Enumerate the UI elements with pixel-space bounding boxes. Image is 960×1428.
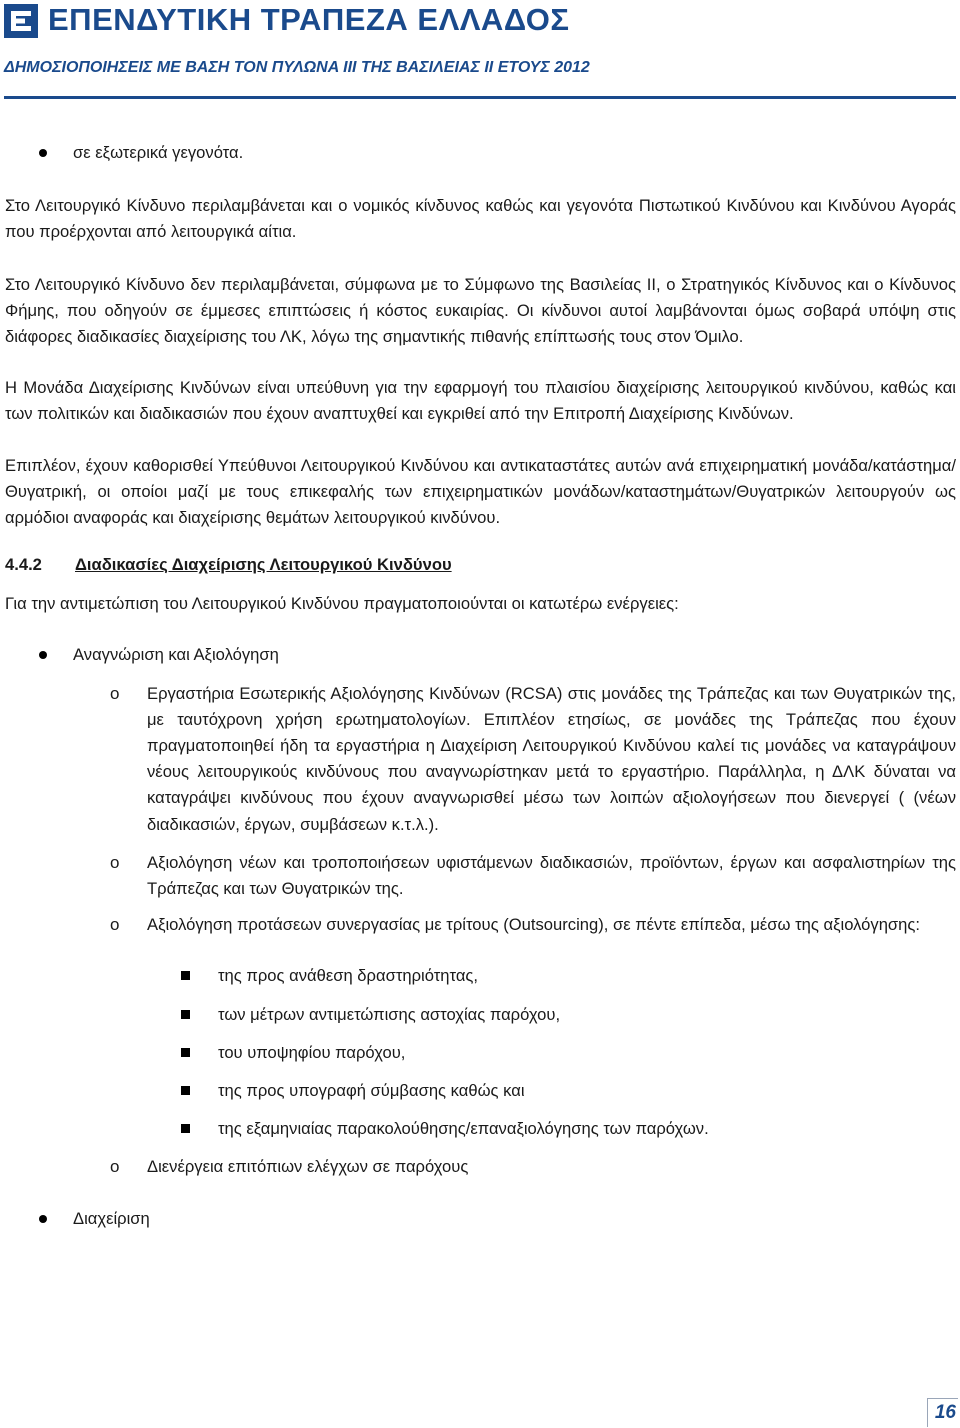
- square-item-text: της εξαμηνιαίας παρακολούθησης/επαναξιολόγησης των παρόχων.: [218, 1119, 709, 1139]
- section-heading: [5, 552, 956, 578]
- bank-name: ΕΠΕΝΔΥΤΙΚΗ ΤΡΑΠΕΖΑ ΕΛΛΑΔΟΣ: [48, 2, 570, 37]
- square-item-text: της προς υπογραφή σύμβασης καθώς και: [218, 1081, 525, 1101]
- section-intro: Για την αντιμετώπιση του Λειτουργικού Κινδύνου πραγματοποιούνται οι κατωτέρω ενέργειες:: [5, 594, 679, 614]
- square-item: [5, 1078, 956, 1104]
- square-bullet-icon: [181, 1010, 190, 1019]
- square-item-text: του υποψηφίου παρόχου,: [218, 1042, 406, 1062]
- square-bullet-icon: [181, 1124, 190, 1133]
- bullet-dot-icon: [39, 651, 47, 659]
- square-item: [5, 963, 956, 989]
- bank-logo-icon: [4, 4, 38, 38]
- page-header: [0, 0, 960, 100]
- bullet-text: σε εξωτερικά γεγονότα.: [73, 143, 244, 162]
- sub-item-rcsa: [5, 681, 956, 838]
- square-item: [5, 1040, 956, 1066]
- square-item-text: της προς ανάθεση δραστηριότητας,: [218, 966, 479, 986]
- square-item-text: των μέτρων αντιμετώπισης αστοχίας παρόχου,: [218, 1004, 561, 1024]
- square-bullet-icon: [181, 1086, 190, 1095]
- bullet-text: Αναγνώριση και Αξιολόγηση: [73, 645, 279, 665]
- bullet-item-management: [5, 1206, 956, 1232]
- square-bullet-icon: [181, 1048, 190, 1057]
- document-body: [5, 140, 956, 1232]
- sub-item-text: Διενέργεια επιτόπιων ελέγχων σε παρόχους: [147, 1157, 469, 1177]
- circle-bullet-icon: o: [110, 1157, 120, 1177]
- page-number: 16: [934, 1402, 956, 1423]
- sub-item-text: Εργαστήρια Εσωτερικής Αξιολόγησης Κινδύνων (RCSA) στις μονάδες της Τράπεζας και των Θυγατρικών της, με ταυτόχρονη χρήση ερωτηματολογίων. Επιπλέον ετησίως, σε μονάδες της Τράπεζας που έχουν πραγματοποιηθεί ήδη τα εργαστήρια η Διαχείριση Λειτουργικού Κινδύνου καλεί τις μονάδες να καταγράψουν νέους λειτουργικούς κινδύνους που αναγνωρίστηκαν μετά το εργαστήριο. Παράλληλα, η ΔΛΚ δύναται να καταγράψει κινδύνους που έχουν αναγνωρισθεί μέσω των λοιπών αξιολογήσεων που διενεργεί ( (νέων διαδικασιών, έργων, συμβάσεων κ.τ.λ.).: [147, 683, 956, 834]
- paragraph-risk-management-unit: Η Μονάδα Διαχείρισης Κινδύνων είναι υπεύθυνη για την εφαρμογή του πλαισίου διαχείρισης λειτουργικού κινδύνου, καθώς και των πολιτικών και διαδικασιών που έχουν αναπτυχθεί και εγκριθεί από την Επιτροπή Διαχείρισης Κινδύνων.: [5, 378, 956, 424]
- sub-item-outsourcing: [5, 912, 956, 938]
- bullet-item-identification: [5, 642, 956, 668]
- square-bullet-icon: [181, 971, 190, 980]
- circle-bullet-icon: o: [110, 852, 120, 872]
- bullet-dot-icon: [39, 1215, 47, 1223]
- square-item: [5, 1116, 956, 1142]
- bullet-dot-icon: [39, 149, 47, 157]
- circle-bullet-icon: o: [110, 915, 120, 935]
- bullet-item-external-events: [5, 140, 956, 166]
- bullet-text: Διαχείριση: [73, 1208, 150, 1228]
- square-item: [5, 1002, 956, 1028]
- header-divider: [4, 96, 956, 99]
- paragraph-strategic-risk: Στο Λειτουργικό Κίνδυνο δεν περιλαμβάνεται, σύμφωνα με το Σύμφωνο της Βασιλείας ΙΙ, ο Στρατηγικός Κίνδυνος και ο Κίνδυνος Φήμης, που οδηγούν σε έμμεσες επιπτώσεις ή κόστος ευκαιρίας. Οι κίνδυνοι αυτοί λαμβάνονται όμως σοβαρά υπόψη στις διάφορες διαδικασίες διαχείρισης του ΛΚ, λόγω της σημαντικής πιθανής επίπτωσής τους στον Όμιλο.: [5, 274, 956, 347]
- sub-item-text: Αξιολόγηση προτάσεων συνεργασίας με τρίτους (Outsourcing), σε πέντε επίπεδα, μέσω της αξιολόγησης:: [147, 915, 921, 935]
- section-number: 4.4.2: [5, 555, 42, 575]
- sub-item-text: Αξιολόγηση νέων και τροποποιήσεων υφιστάμενων διαδικασιών, προϊόντων, έργων και ασφαλιστηρίων της Τράπεζας και των Θυγατρικών της.: [147, 852, 956, 899]
- document-subtitle: ΔΗΜΟΣΙΟΠΟΙΗΣΕΙΣ ΜΕ ΒΑΣΗ ΤΟΝ ΠΥΛΩΝΑ ΙΙΙ ΤΗΣ ΒΑΣΙΛΕΙΑΣ ΙΙ ΕΤΟΥΣ 2012: [4, 59, 590, 76]
- paragraph-risk-officers: Επιπλέον, έχουν καθορισθεί Υπεύθυνοι Λειτουργικού Κινδύνου και αντικαταστάτες αυτών ανά επιχειρηματική μονάδα/κατάστημα/Θυγατρική, οι οποίοι μαζί με τους επικεφαλής των επιχειρηματικών μονάδων/καταστημάτων/Θυγατρικών λειτουργούν ως αρμόδιοι αναφοράς και διαχείρισης θεμάτων λειτουργικού κινδύνου.: [5, 455, 956, 528]
- section-title: Διαδικασίες Διαχείρισης Λειτουργικού Κινδύνου: [75, 555, 452, 575]
- paragraph-legal-risk: Στο Λειτουργικό Κίνδυνο περιλαμβάνεται και ο νομικός κίνδυνος καθώς και γεγονότα Πιστωτικού Κινδύνου και Κινδύνου Αγοράς που προέρχονται από λειτουργικά αίτια.: [5, 196, 956, 242]
- circle-bullet-icon: o: [110, 683, 120, 703]
- sub-item-onsite-audits: [5, 1154, 956, 1180]
- sub-item-new-processes: [5, 850, 956, 902]
